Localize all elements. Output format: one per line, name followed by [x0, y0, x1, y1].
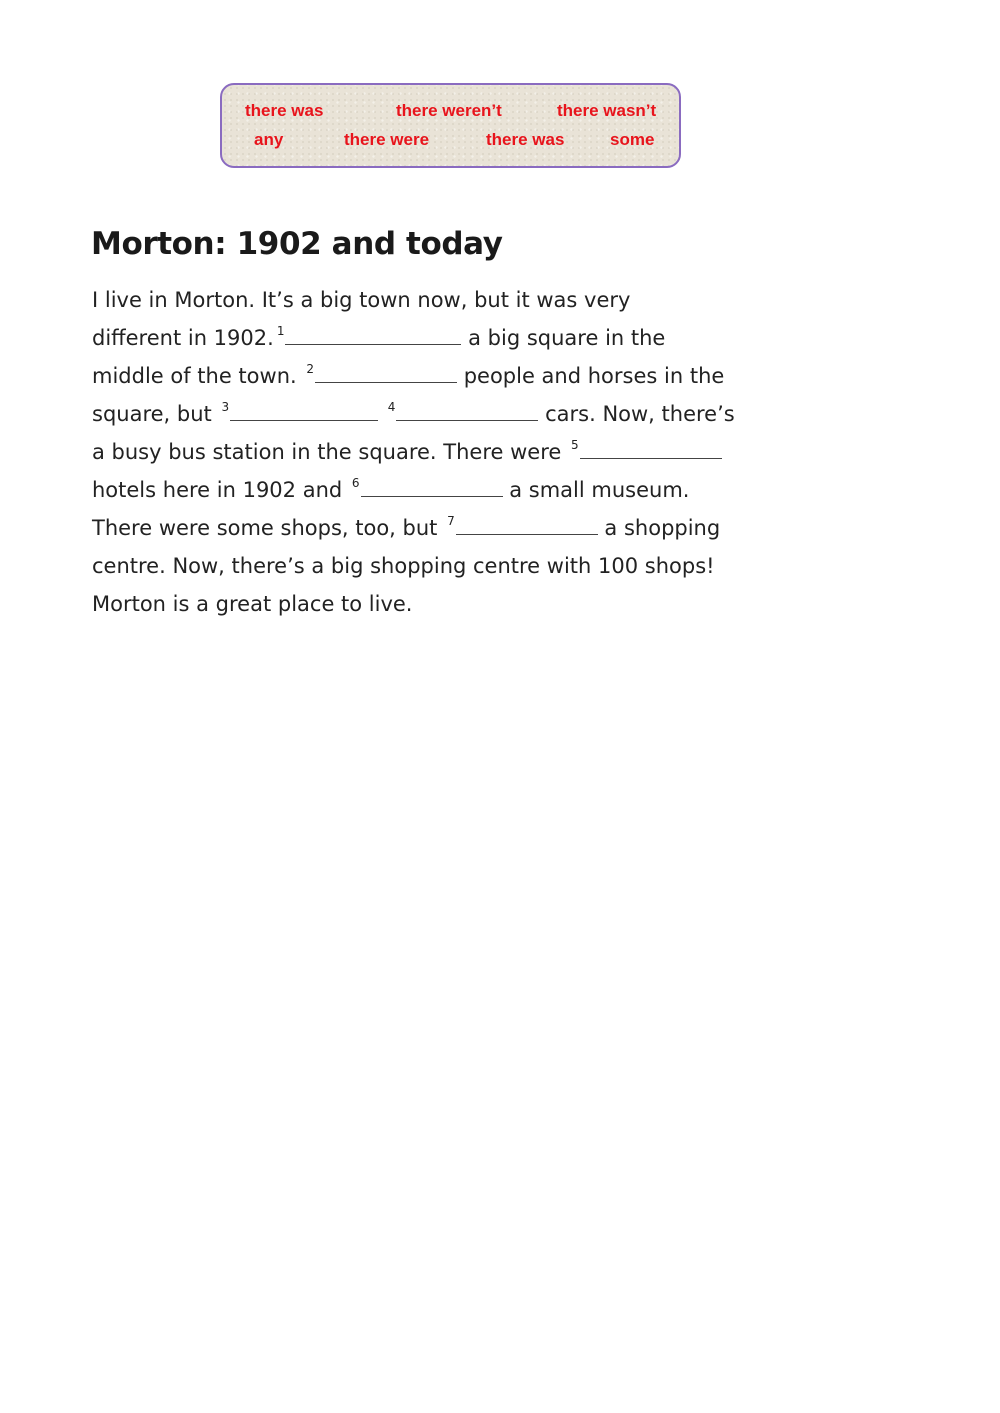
word-option[interactable]: there were: [344, 130, 430, 149]
answer-blank-7[interactable]: [456, 533, 598, 535]
page-title: Morton: 1902 and today: [91, 226, 503, 262]
passage-line: different in 1902. $^1$ a big square in the: [92, 324, 666, 350]
passage-line: middle of the town. $^2$ people and horses in the: [92, 362, 725, 388]
passage-line: I live in Morton. It’s a big town now, but it was very: [92, 288, 631, 312]
blank-number: 1: [276, 324, 285, 338]
word-option[interactable]: there weren’t: [396, 101, 502, 120]
word-option[interactable]: any: [254, 130, 284, 149]
blank-number: 3: [221, 400, 230, 414]
answer-blank-4[interactable]: [396, 419, 538, 421]
word-option[interactable]: there wasn’t: [557, 101, 657, 120]
answer-blank-1[interactable]: [285, 343, 461, 345]
passage-line: There were some shops, too, but $^7$ a shopping: [92, 514, 721, 540]
answer-blank-3[interactable]: [230, 419, 378, 421]
blank-number: 2: [306, 362, 315, 376]
word-option[interactable]: there was: [245, 101, 324, 120]
word-option[interactable]: some: [610, 130, 655, 149]
passage-line: centre. Now, there’s a big shopping centre with 100 shops!: [92, 554, 715, 578]
passage-line: hotels here in 1902 and $^6$ a small museum.: [92, 476, 690, 502]
blank-number: 4: [387, 400, 396, 414]
blank-number: 5: [570, 438, 579, 452]
answer-blank-5[interactable]: [580, 457, 722, 459]
passage: [92, 281, 772, 623]
passage-line: square, but $^3$ $^4$ cars. Now, there’s: [92, 400, 735, 426]
answer-blank-2[interactable]: [315, 381, 457, 383]
blank-number: 7: [447, 514, 455, 528]
word-bank: [220, 83, 681, 168]
blank-number: 6: [351, 476, 360, 490]
answer-blank-6[interactable]: [361, 495, 503, 497]
passage-line: Morton is a great place to live.: [92, 592, 413, 616]
word-option[interactable]: there was: [486, 130, 565, 149]
passage-line: a busy bus station in the square. There were $^5$: [92, 433, 772, 471]
